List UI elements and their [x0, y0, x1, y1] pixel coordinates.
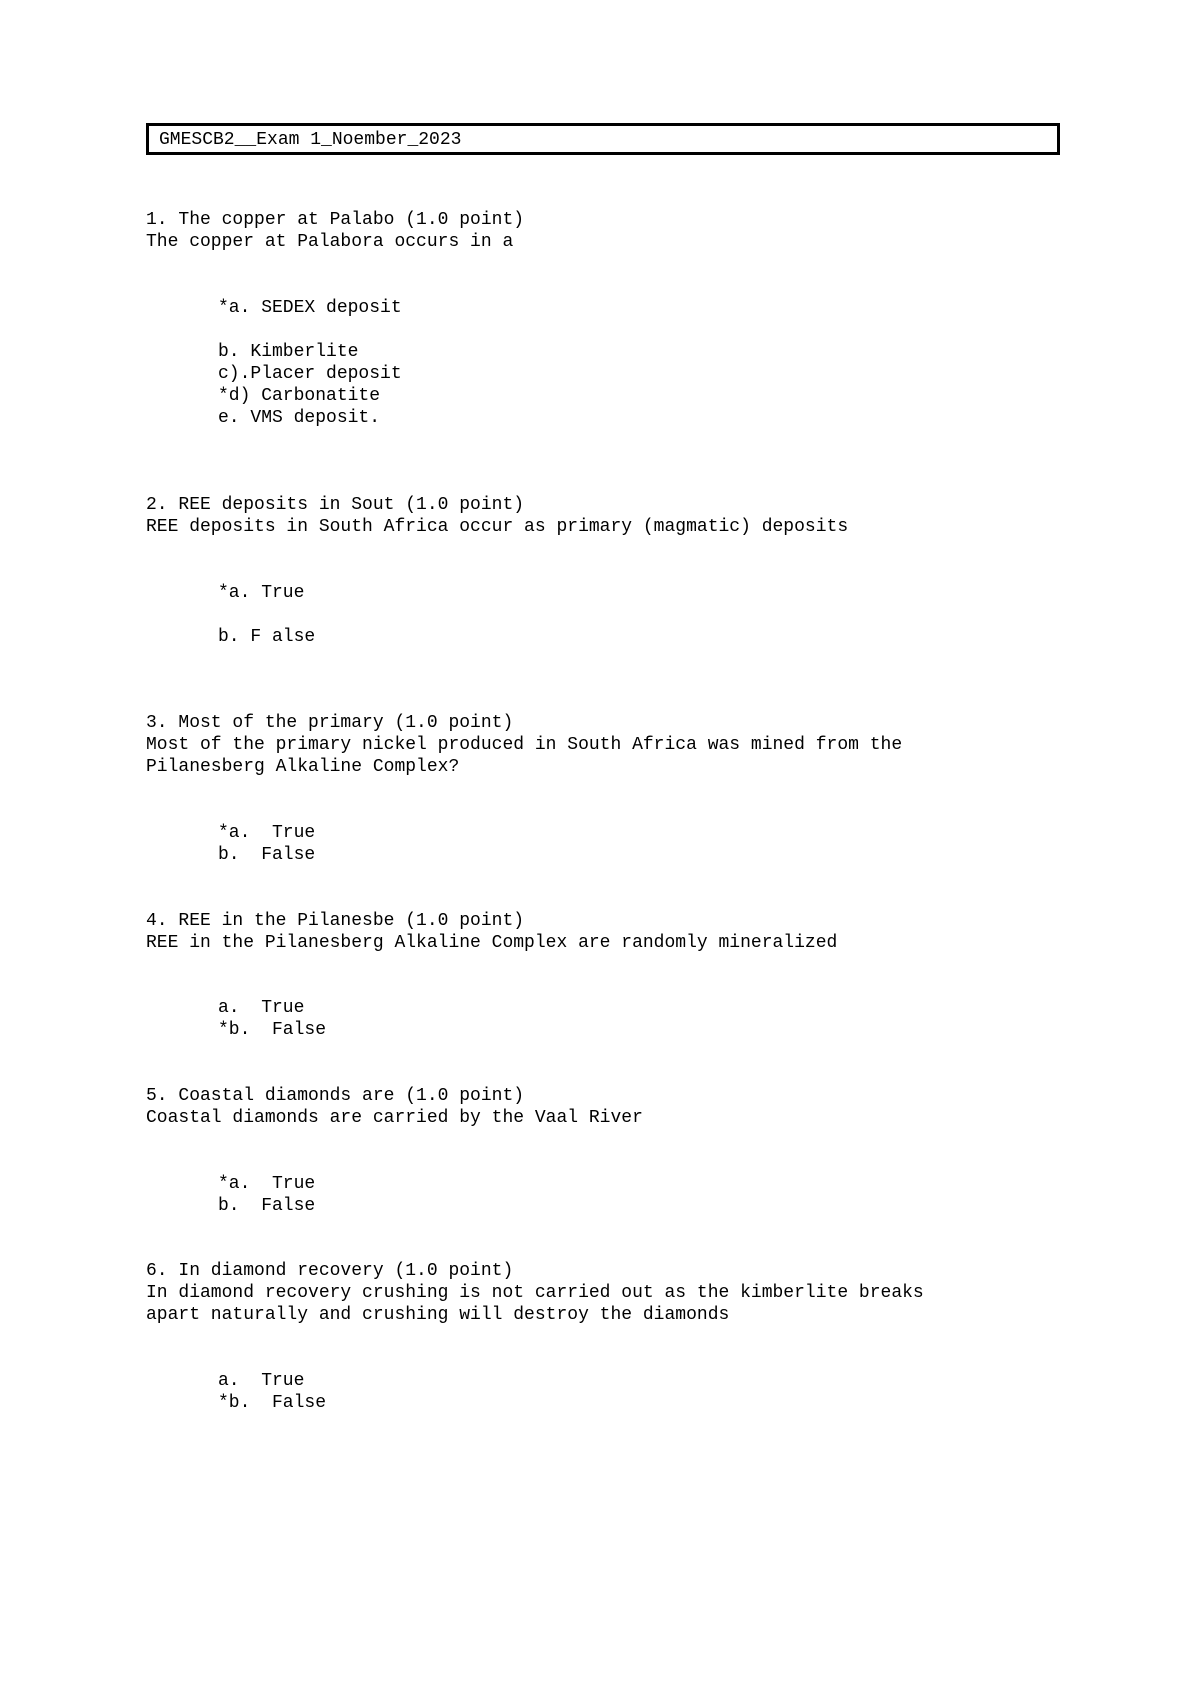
question-text: Most of the primary nickel produced in South Africa was mined from the [146, 735, 903, 755]
question-text: REE in the Pilanesberg Alkaline Complex are randomly mineralized [146, 933, 838, 953]
question-heading: 1. The copper at Palabo (1.0 point) [146, 210, 525, 230]
answer-option: *d) Carbonatite [218, 386, 381, 406]
question-heading: 2. REE deposits in Sout (1.0 point) [146, 495, 525, 515]
exam-title: GMESCB2__Exam 1_Noember_2023 [159, 130, 462, 150]
question-heading: 3. Most of the primary (1.0 point) [146, 713, 514, 733]
answer-option: a. True [218, 998, 305, 1018]
answer-option: *a. True [218, 823, 316, 843]
answer-option: b. Kimberlite [218, 342, 359, 362]
answer-option: *a. SEDEX deposit [218, 298, 402, 318]
question-heading: 5. Coastal diamonds are (1.0 point) [146, 1086, 525, 1106]
question-heading: 4. REE in the Pilanesbe (1.0 point) [146, 911, 525, 931]
question-text: In diamond recovery crushing is not carried out as the kimberlite breaks [146, 1283, 924, 1303]
exam-title-box [146, 123, 1060, 155]
answer-option: c).Placer deposit [218, 364, 402, 384]
question-text: REE deposits in South Africa occur as primary (magmatic) deposits [146, 517, 849, 537]
answer-option: *b. False [218, 1393, 327, 1413]
question-text: Coastal diamonds are carried by the Vaal River [146, 1108, 643, 1128]
answer-option: b. False [218, 845, 316, 865]
answer-option: b. False [218, 1196, 316, 1216]
question-text: Pilanesberg Alkaline Complex? [146, 757, 460, 777]
question-heading: 6. In diamond recovery (1.0 point) [146, 1261, 514, 1281]
question-text: The copper at Palabora occurs in a [146, 232, 514, 252]
answer-option: *a. True [218, 1174, 316, 1194]
answer-option: b. F alse [218, 627, 316, 647]
answer-option: e. VMS deposit. [218, 408, 381, 428]
answer-option: *b. False [218, 1020, 327, 1040]
answer-option: a. True [218, 1371, 305, 1391]
question-text: apart naturally and crushing will destroy the diamonds [146, 1305, 730, 1325]
answer-option: *a. True [218, 583, 305, 603]
